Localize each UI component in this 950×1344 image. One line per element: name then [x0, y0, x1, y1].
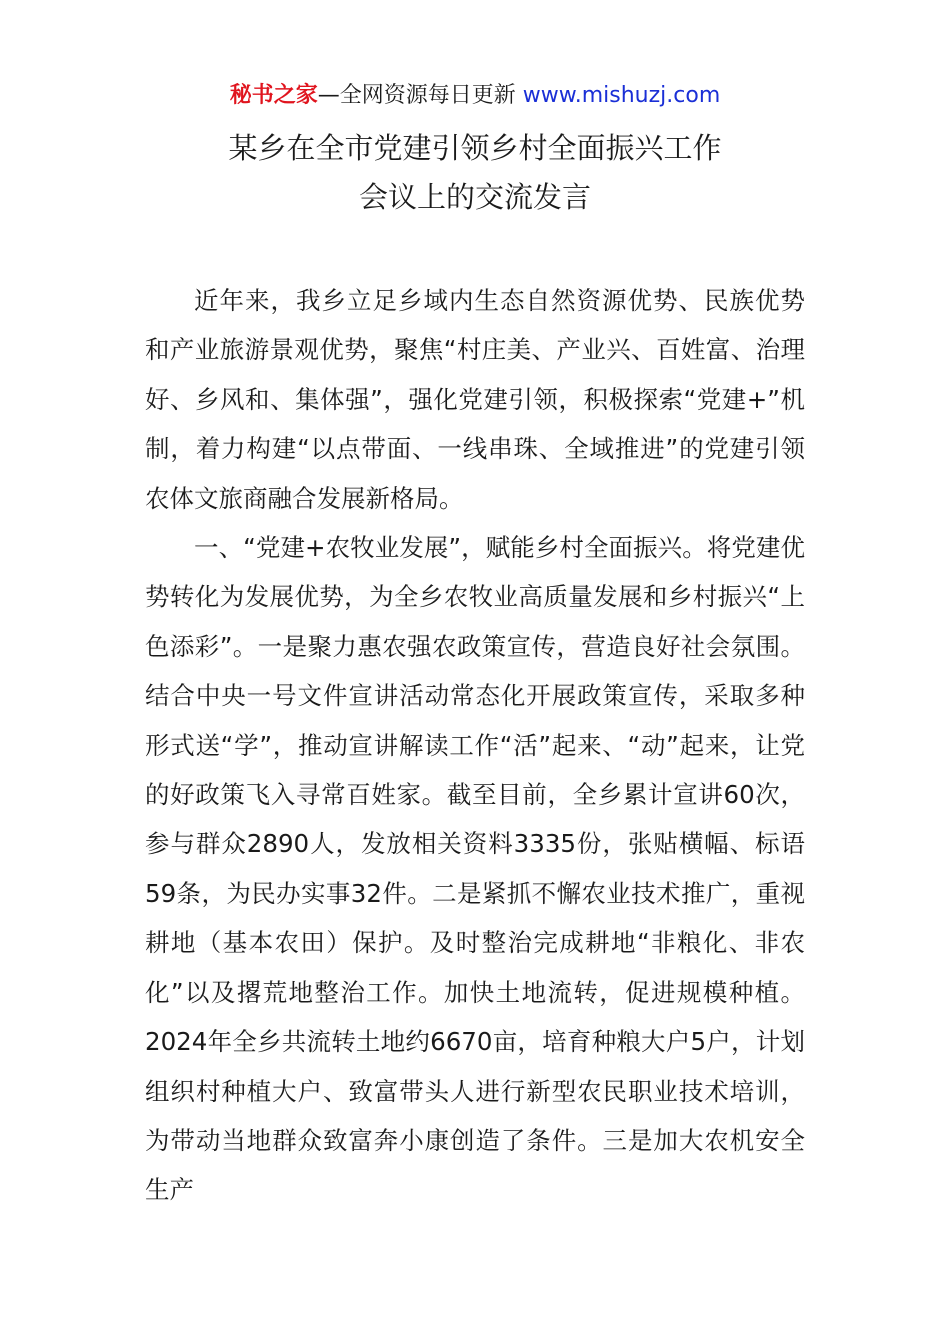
paragraph-intro: 近年来，我乡立足乡域内生态自然资源优势、民族优势和产业旅游景观优势，聚焦“村庄美、产业兴、百姓富、治理好、乡风和、集体强”，强化党建引领，积极探索“党建+”机制，着力构建“以点带面、一线串珠、全域推进”的党建引领农体文旅商融合发展新格局。: [145, 286, 805, 513]
banner-tagline: —全网资源每日更新: [317, 83, 516, 108]
document-title-line-1: 某乡在全市党建引领乡村全面振兴工作: [228, 131, 722, 165]
site-banner: [0, 80, 950, 112]
document-title-line-2: 会议上的交流发言: [358, 180, 591, 214]
brand-name: 秘书之家: [229, 83, 318, 108]
document-body: [145, 276, 805, 1215]
site-url-link[interactable]: www.mishuzj.com: [522, 83, 721, 108]
paragraph-section-1: 一、“党建+农牧业发展”，赋能乡村全面振兴。将党建优势转化为发展优势，为全乡农牧业高质量发展和乡村振兴“上色添彩”。一是聚力惠农强农政策宣传，营造良好社会氛围。结合中央一号文件宣讲活动常态化开展政策宣传，采取多种形式送“学”，推动宣讲解读工作“活”起来、“动”起来，让党的好政策飞入寻常百姓家。截至目前，全乡累计宣讲60次，参与群众2890人，发放相关资料3335份，张贴横幅、标语59条，为民办实事32件。二是紧抓不懈农业技术推广，重视耕地（基本农田）保护。及时整治完成耕地“非粮化、非农化”以及撂荒地整治工作。加快土地流转，促进规模种植。2024年全乡共流转土地约6670亩，培育种粮大户5户，计划组织村种植大户、致富带头人进行新型农民职业技术培训，为带动当地群众致富奔小康创造了条件。三是加大农机安全生产: [145, 533, 805, 1205]
